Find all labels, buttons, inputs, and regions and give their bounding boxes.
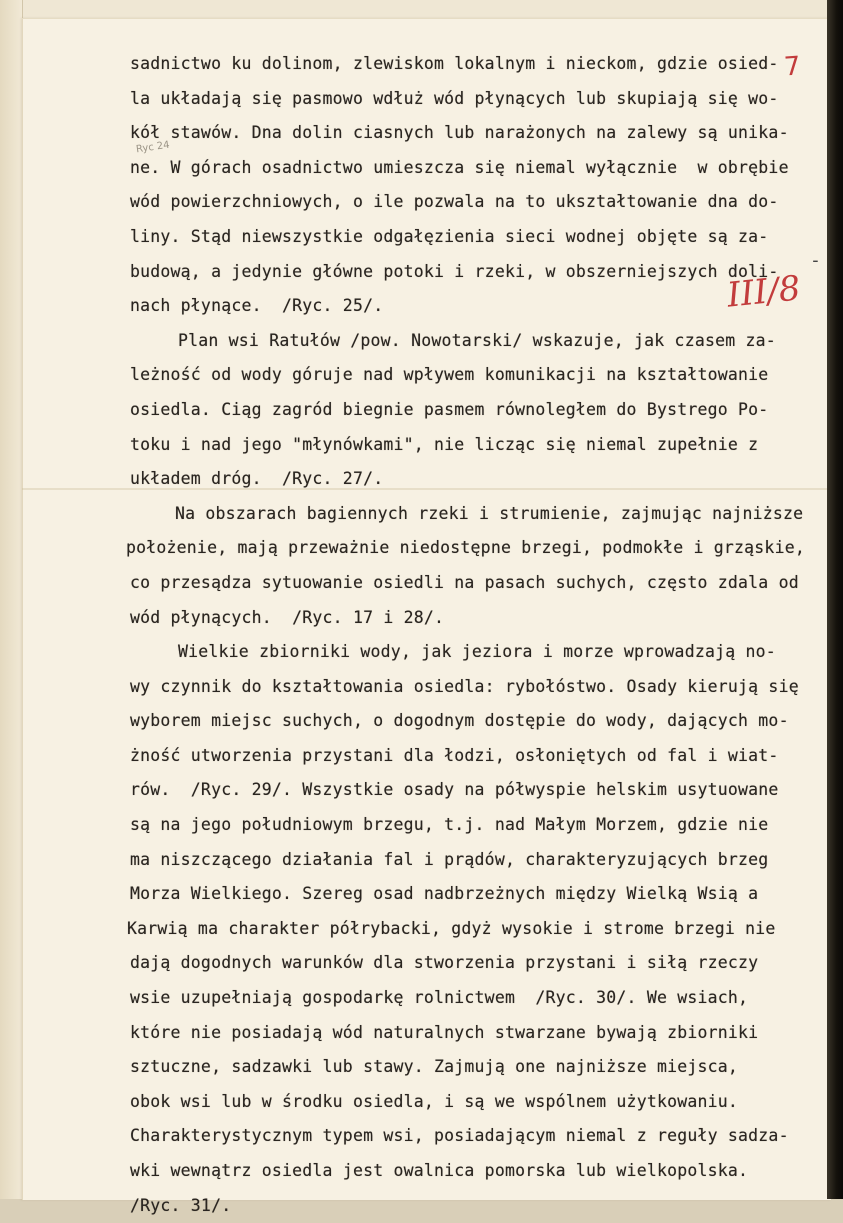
- text-line: Morza Wielkiego. Szereg osad nadbrzeżnych między Wielką Wsią a: [130, 884, 759, 904]
- text-line: Plan wsi Ratułów /pow. Nowotarski/ wskazuje, jak czasem za-: [178, 330, 776, 350]
- binding-edge: [0, 0, 23, 1199]
- text-line: obok wsi lub w środku osiedla, i są we wspólnem użytkowaniu.: [130, 1091, 739, 1111]
- typewritten-text: [126, 47, 815, 1223]
- margin-dash: -: [810, 250, 821, 271]
- text-line: Karwią ma charakter półrybacki, gdyż wysokie i strome brzegi nie: [127, 918, 776, 938]
- text-line: Na obszarach bagiennych rzeki i strumienie, zajmując najniższe: [175, 503, 804, 523]
- text-line: sadnictwo ku dolinom, zlewiskom lokalnym i nieckom, gdzie osied-: [130, 54, 779, 73]
- text-line: Wielkie zbiorniki wody, jak jeziora i morze wprowadzają no-: [178, 642, 776, 662]
- text-line: sztuczne, sadzawki lub stawy. Zajmują one najniższe miejsca,: [130, 1057, 739, 1077]
- text-line: budową, a jedynie główne potoki i rzeki, w obszerniejszych doli-: [130, 261, 779, 281]
- text-line: wki wewnątrz osiedla jest owalnica pomorska lub wielkopolska.: [130, 1161, 749, 1180]
- text-line: wód płynących. /Ryc. 17 i 28/.: [130, 607, 445, 627]
- text-line: liny. Stąd niewszystkie odgałęzienia sieci wodnej objęte są za-: [130, 226, 769, 246]
- figure-reference-annotation: III/8: [725, 268, 803, 316]
- text-line: la układają się pasmowo wdłuż wód płynących lub skupiają się wo-: [130, 88, 779, 108]
- text-line: Charakterystycznym typem wsi, posiadającym niemal z reguły sadza-: [130, 1126, 789, 1146]
- text-line: wód powierzchniowych, o ile pozwala na to ukształtowanie dna do-: [130, 192, 779, 212]
- text-line: /Ryc. 31/.: [130, 1195, 232, 1215]
- text-line: toku i nad jego "młynówkami", nie licząc się niemal zupełnie z: [130, 434, 759, 454]
- text-line: co przesądza sytuowanie osiedli na pasach suchych, często zdala od: [130, 572, 799, 592]
- text-line: kół stawów. Dna dolin ciasnych lub narażonych na zalewy są unika-: [130, 123, 789, 143]
- pencil-note: Ryc 24: [135, 139, 171, 156]
- text-line: wy czynnik do kształtowania osiedla: rybołóstwo. Osady kierują się: [130, 676, 799, 696]
- text-line: wsie uzupełniają gospodarkę rolnictwem /Ryc. 30/. We wsiach,: [130, 988, 749, 1008]
- text-line: które nie posiadają wód naturalnych stwarzane bywają zbiorniki: [130, 1022, 759, 1042]
- text-line: żność utworzenia przystani dla łodzi, osłoniętych od fal i wiat-: [130, 745, 779, 765]
- text-line: rów. /Ryc. 29/. Wszystkie osady na półwyspie helskim usytuowane: [130, 780, 779, 800]
- page-number-annotation: 7: [782, 51, 802, 83]
- scanner-edge: [827, 0, 843, 1199]
- text-line: osiedla. Ciąg zagród biegnie pasmem równoległem do Bystrego Po-: [130, 399, 769, 419]
- text-line: ma niszczącego działania fal i prądów, charakteryzujących brzeg: [130, 849, 769, 869]
- text-line: ne. W górach osadnictwo umieszcza się niemal wyłącznie w obrębie: [130, 157, 789, 177]
- text-line: nach płynące. /Ryc. 25/.: [130, 296, 384, 316]
- text-line: leżność od wody góruje nad wpływem komunikacji na kształtowanie: [130, 365, 769, 385]
- text-line: są na jego południowym brzegu, t.j. nad Małym Morzem, gdzie nie: [130, 815, 769, 835]
- text-line: wyborem miejsc suchych, o dogodnym dostępie do wody, dających mo-: [130, 711, 789, 731]
- text-line: układem dróg. /Ryc. 27/.: [130, 469, 384, 489]
- text-line: dają dogodnych warunków dla stworzenia przystani i siłą rzeczy: [130, 953, 759, 973]
- text-line: położenie, mają przeważnie niedostępne brzegi, podmokłe i grząskie,: [126, 538, 805, 558]
